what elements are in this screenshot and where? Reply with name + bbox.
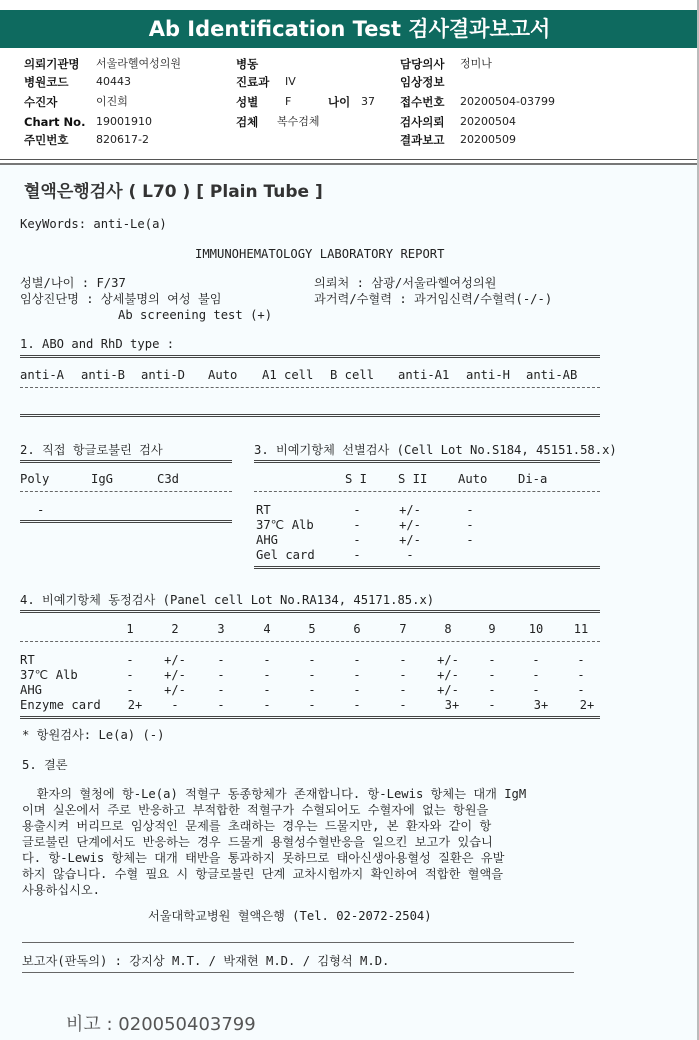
section4-cell: - (308, 653, 316, 667)
label-doctor: 담당의사 (400, 57, 445, 71)
section4-cell: - (488, 653, 496, 667)
section4-cell: - (488, 698, 496, 712)
section3-header: S I (345, 472, 368, 486)
section4-header: 4 (263, 622, 271, 636)
header-row (0, 73, 699, 91)
header-info (0, 50, 699, 160)
double-rule (20, 460, 232, 463)
section4-header: 8 (444, 622, 452, 636)
section3-cell: - (466, 503, 474, 517)
value-hospital-code: 40443 (96, 75, 131, 88)
value-age: 37 (361, 95, 375, 108)
value-resident-number: 820617-2 (96, 133, 149, 146)
section4-row-label: AHG (20, 683, 43, 697)
section4-cell: +/- (164, 653, 186, 667)
keywords: KeyWords: anti-Le(a) (20, 217, 167, 231)
section4-cell: - (577, 683, 585, 697)
section2-header: Poly (20, 472, 50, 486)
value-specimen: 복수검체 (277, 115, 320, 128)
section4-header: 10 (528, 622, 544, 636)
section1-header: anti-H (466, 368, 511, 382)
section4-cell: - (532, 668, 540, 682)
section4-cell: - (577, 668, 585, 682)
section5-title: 5. 결론 (22, 758, 68, 772)
diagnosis: 임상진단명 : 상세불명의 여성 불임 (20, 292, 222, 306)
solid-rule (22, 942, 574, 943)
section4-cell: +/- (437, 653, 459, 667)
header-row (0, 113, 699, 131)
section4-cell: +/- (437, 668, 459, 682)
section3-header: Auto (458, 472, 488, 486)
reporters: 보고자(판독의) : 강지상 M.T. / 박재현 M.D. / 김형석 M.D. (22, 954, 390, 968)
double-rule (20, 610, 600, 613)
section1-title: 1. ABO and RhD type : (20, 337, 175, 351)
label-resident-number: 주민번호 (24, 133, 69, 147)
lab-report-title: IMMUNOHEMATOLOGY LABORATORY REPORT (195, 247, 445, 261)
section4-cell: 2+ (127, 698, 143, 712)
section1-header: anti-D (141, 368, 186, 382)
label-department: 진료과 (236, 75, 270, 89)
section4-header: 6 (353, 622, 361, 636)
section4-cell: - (126, 653, 134, 667)
section4-cell: - (488, 668, 496, 682)
section2-header: C3d (157, 472, 180, 486)
section4-cell: 3+ (533, 698, 549, 712)
section1-header: Auto (208, 368, 238, 382)
section4-cell: +/- (164, 668, 186, 682)
report-body (0, 163, 699, 1040)
section1-header: A1 cell (262, 368, 314, 382)
section1-header: anti-B (81, 368, 126, 382)
conclusion-line: 이며 실온에서 주로 반응하고 부적합한 적혈구가 수혈되어도 수혈자에 없는 항원을 (22, 803, 489, 817)
section4-row-label: Enzyme card (20, 698, 101, 712)
value-department: IV (285, 75, 296, 88)
section3-cell: - (466, 518, 474, 532)
section4-cell: - (263, 668, 271, 682)
section4-header: 7 (399, 622, 407, 636)
value-chart-no: 19001910 (96, 115, 152, 128)
label-age: 나이 (328, 95, 351, 109)
section4-header: 2 (171, 622, 179, 636)
section4-header: 5 (308, 622, 316, 636)
remark: 비고 : 020050403799 (66, 1014, 256, 1035)
section3-row-label: RT (256, 503, 271, 517)
section3-row-label: 37℃ Alb (256, 518, 314, 532)
section3-title: 3. 비예기항체 선별검사 (Cell Lot No.S184, 45151.58.x) (254, 443, 617, 457)
label-sex: 성별 (236, 95, 259, 109)
header-row (0, 93, 699, 111)
section2-title: 2. 직접 항글로불린 검사 (20, 443, 163, 457)
report-title-bar: Ab Identification Test 검사결과보고서 (0, 10, 699, 48)
section4-cell: +/- (437, 683, 459, 697)
section4-cell: - (399, 683, 407, 697)
section4-cell: - (353, 668, 361, 682)
section4-header: 3 (217, 622, 225, 636)
label-report-date: 결과보고 (400, 133, 445, 147)
section3-cell: - (353, 503, 361, 517)
sex-age: 성별/나이 : F/37 (20, 276, 126, 290)
section4-row-label: 37℃ Alb (20, 668, 78, 682)
section2-value: - (37, 503, 45, 517)
section4-cell: - (399, 698, 407, 712)
value-accession-number: 20200504-03799 (460, 95, 555, 108)
screening-result: Ab screening test (+) (118, 308, 273, 322)
section4-cell: 3+ (444, 698, 460, 712)
section3-row-label: AHG (256, 533, 279, 547)
section4-cell: - (577, 653, 585, 667)
double-rule (20, 414, 600, 417)
value-sex: F (285, 95, 292, 108)
section4-row-label: RT (20, 653, 35, 667)
double-rule (20, 520, 232, 523)
history: 과거력/수혈력 : 과거임신력/수혈력(-/-) (314, 292, 553, 306)
section4-cell: - (532, 653, 540, 667)
solid-rule (22, 972, 574, 973)
requester: 의뢰처 : 삼광/서울라헬여성의원 (314, 276, 497, 290)
label-ward: 병동 (236, 57, 259, 71)
section4-cell: - (399, 668, 407, 682)
section1-header: anti-AB (526, 368, 578, 382)
label-patient: 수진자 (24, 95, 58, 109)
header-row (0, 55, 699, 73)
section4-cell: - (353, 698, 361, 712)
section4-title: 4. 비예기항체 동정검사 (Panel cell Lot No.RA134, 45171.85.x) (20, 593, 435, 607)
section4-cell: 2+ (579, 698, 595, 712)
dashed-rule (20, 641, 600, 642)
label-requested-date: 검사의뢰 (400, 115, 445, 129)
section4-cell: - (217, 683, 225, 697)
dashed-rule (20, 387, 600, 388)
section4-cell: - (308, 668, 316, 682)
section3-cell: - (406, 548, 414, 562)
antigen-test: * 항원검사: Le(a) (-) (22, 728, 165, 742)
section4-cell: - (217, 668, 225, 682)
value-patient: 이진희 (96, 95, 128, 108)
section3-cell: - (353, 533, 361, 547)
conclusion-line: 용출시켜 버리므로 임상적인 문제를 초래하는 경우는 드물지만, 본 환자와 같이 항 (22, 819, 492, 833)
label-clinical-info: 임상정보 (400, 75, 445, 89)
label-chart-no: Chart No. (24, 115, 86, 129)
section4-cell: - (308, 683, 316, 697)
conclusion-line: 사용하십시오. (22, 883, 100, 897)
section4-cell: - (263, 683, 271, 697)
conclusion-line: 다. 항-Lewis 항체는 대개 태반을 통과하지 못하므로 태아신생아용혈성 질환은 유발 (22, 851, 505, 865)
section3-cell: +/- (399, 518, 421, 532)
section4-cell: - (217, 653, 225, 667)
section4-cell: - (353, 653, 361, 667)
section3-row-label: Gel card (256, 548, 315, 562)
section4-cell: - (263, 698, 271, 712)
section4-header: 9 (488, 622, 496, 636)
value-doctor: 정미나 (460, 57, 492, 70)
section2-header: IgG (91, 472, 114, 486)
dashed-rule (20, 491, 232, 492)
section1-header: anti-A1 (398, 368, 450, 382)
section4-header: 1 (126, 622, 134, 636)
section4-cell: - (353, 683, 361, 697)
label-requesting-institution: 의뢰기관명 (24, 57, 80, 71)
conclusion-line: 환자의 혈청에 항-Le(a) 적혈구 동종항체가 존재합니다. 항-Lewis 항체는 대개 IgM (22, 787, 527, 801)
section4-cell: - (399, 653, 407, 667)
double-rule (20, 355, 600, 358)
section3-cell: - (353, 548, 361, 562)
section4-cell: - (532, 683, 540, 697)
section4-cell: - (488, 683, 496, 697)
label-accession-number: 접수번호 (400, 95, 445, 109)
section3-header: S II (398, 472, 428, 486)
conclusion-line: 하지 않습니다. 수혈 필요 시 항글로불린 단계 교차시험까지 확인하여 적합한 혈액을 (22, 867, 503, 881)
conclusion-line: 글로불린 단계에서도 반응하는 경우 드물게 용혈성수혈반응을 일으킨 보고가 있습니 (22, 835, 493, 849)
section3-cell: - (466, 533, 474, 547)
section4-cell: - (263, 653, 271, 667)
label-hospital-code: 병원코드 (24, 75, 69, 89)
double-rule (254, 566, 600, 569)
value-report-date: 20200509 (460, 133, 516, 146)
value-requesting-institution: 서울라헬여성의원 (96, 57, 182, 70)
section3-cell: +/- (399, 503, 421, 517)
section4-cell: - (171, 698, 179, 712)
dashed-rule (254, 491, 600, 492)
double-rule (20, 716, 600, 719)
section3-cell: +/- (399, 533, 421, 547)
section4-cell: - (126, 668, 134, 682)
section1-header: anti-A (20, 368, 65, 382)
section1-header: B cell (330, 368, 375, 382)
section4-cell: +/- (164, 683, 186, 697)
section3-cell: - (353, 518, 361, 532)
section4-header: 11 (573, 622, 589, 636)
section4-cell: - (217, 698, 225, 712)
label-specimen: 검체 (236, 115, 259, 129)
test-title: 혈액은행검사 ( L70 ) [ Plain Tube ] (24, 182, 323, 202)
double-rule (254, 460, 600, 463)
value-requested-date: 20200504 (460, 115, 516, 128)
hospital-contact: 서울대학교병원 혈액은행 (Tel. 02-2072-2504) (148, 909, 432, 923)
section4-cell: - (126, 683, 134, 697)
header-row (0, 131, 699, 149)
section4-cell: - (308, 698, 316, 712)
section3-header: Di-a (518, 472, 548, 486)
